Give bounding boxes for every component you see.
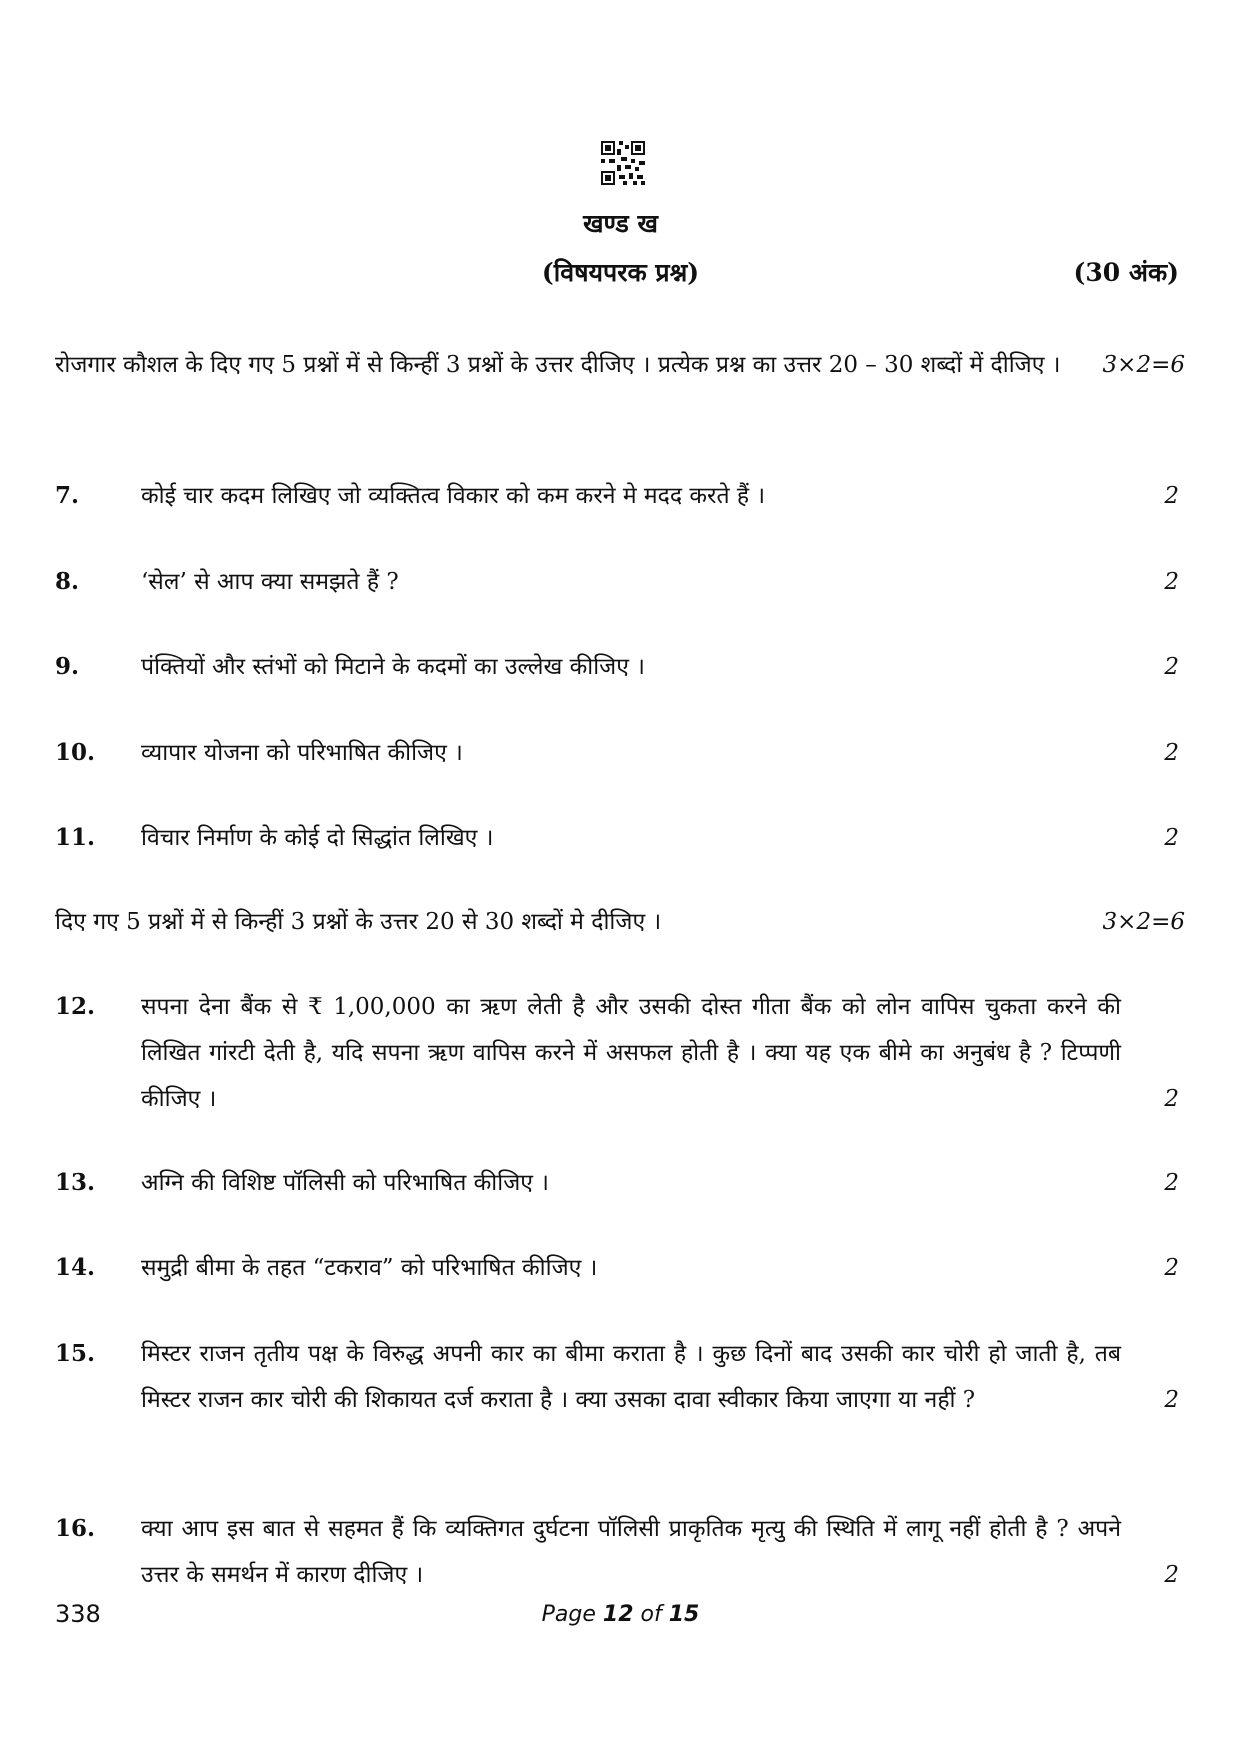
page-current: 12 (602, 1602, 634, 1627)
qr-code-icon (601, 141, 645, 185)
question-number: 12. (55, 993, 96, 1020)
question-item (55, 815, 1185, 861)
section-total-marks: (30 अंक) (1073, 258, 1179, 287)
question-number: 11. (55, 824, 96, 851)
question-text: क्या आप इस बात से सहमत हैं कि व्यक्तिगत दुर्घटना पॉलिसी प्राकृतिक मृत्यु की स्थिति में लागू नहीं होती है ? अपने उत्तर के समर्थन में कारण दीजिए । (141, 1516, 1121, 1588)
question-number: 15. (55, 1340, 96, 1367)
instruction-block (55, 899, 1185, 945)
page-of: of (640, 1602, 662, 1627)
question-marks: 2 (1164, 1562, 1179, 1588)
section-header-row (0, 255, 1241, 295)
paper-code: 338 (55, 1600, 101, 1628)
question-marks: 2 (1164, 825, 1179, 851)
question-text: अग्नि की विशिष्ट पॉलिसी को परिभाषित कीजिए । (141, 1170, 550, 1196)
instruction-text: दिए गए 5 प्रश्नों में से किन्हीं 3 प्रश्नों के उत्तर 20 से 30 शब्दों मे दीजिए । (55, 909, 662, 935)
question-number: 10. (55, 739, 96, 766)
question-marks: 2 (1164, 1255, 1179, 1281)
instruction-text: रोजगार कौशल के दिए गए 5 प्रश्नों में से किन्हीं 3 प्रश्नों के उत्तर दीजिए । प्रत्येक प्रश्न का उत्तर 20 – 30 शब्दों में दीजिए । (55, 352, 1061, 378)
question-text: सपना देना बैंक से ₹ 1,00,000 का ऋण लेती है और उसकी दोस्त गीता बैंक को लोन वापिस चुकता करने की लिखित गांरटी देती है, यदि सपना ऋण वापिस करने में असफल होती है । क्या यह एक बीमे का अनुबंध है ? टिप्पणी कीजिए । (141, 994, 1121, 1112)
question-item (55, 1160, 1185, 1206)
question-text: समुद्री बीमा के तहत “टकराव” को परिभाषित कीजिए । (141, 1255, 598, 1281)
question-item (55, 559, 1185, 605)
question-text: पंक्तियों और स्तंभों को मिटाने के कदमों का उल्लेख कीजिए । (141, 654, 645, 680)
question-text: ‘सेल’ से आप क्या समझते हैं ? (141, 569, 399, 595)
question-marks: 2 (1164, 569, 1179, 595)
question-number: 14. (55, 1254, 96, 1281)
instruction-marks: 3×2=6 (1102, 909, 1185, 935)
question-number: 16. (55, 1515, 96, 1542)
question-number: 7. (55, 482, 80, 509)
question-number: 13. (55, 1169, 96, 1196)
question-marks: 2 (1164, 1387, 1179, 1413)
question-marks: 2 (1164, 654, 1179, 680)
question-item (55, 644, 1185, 690)
instruction-block (55, 342, 1185, 388)
section-subtitle: (विषयपरक प्रश्न) (541, 258, 700, 287)
question-item (55, 1506, 1185, 1598)
section-title: खण्ड ख (583, 209, 658, 238)
instruction-marks: 3×2=6 (1102, 352, 1185, 378)
question-item (55, 984, 1185, 1122)
question-text: मिस्टर राजन तृतीय पक्ष के विरुद्ध अपनी कार का बीमा कराता है । कुछ दिनों बाद उसकी कार चोरी हो जाती है, तब मिस्टर राजन कार चोरी की शिकायत दर्ज कराता है । क्या उसका दावा स्वीकार किया जाएगा या नहीं ? (141, 1341, 1121, 1413)
page-prefix: Page (541, 1602, 596, 1627)
question-number: 8. (55, 568, 80, 595)
question-text: कोई चार कदम लिखिए जो व्यक्तित्व विकार को कम करने मे मदद करते हैं । (141, 483, 766, 509)
question-marks: 2 (1164, 1086, 1179, 1112)
question-text: विचार निर्माण के कोई दो सिद्धांत लिखिए । (141, 825, 494, 851)
question-number: 9. (55, 653, 80, 680)
question-item (55, 1245, 1185, 1291)
question-marks: 2 (1164, 483, 1179, 509)
question-item (55, 473, 1185, 519)
page-total: 15 (668, 1602, 700, 1627)
page-number (0, 1602, 1241, 1627)
question-item (55, 730, 1185, 776)
question-item (55, 1331, 1185, 1423)
question-marks: 2 (1164, 1170, 1179, 1196)
question-marks: 2 (1164, 740, 1179, 766)
question-text: व्यापार योजना को परिभाषित कीजिए । (141, 740, 463, 766)
